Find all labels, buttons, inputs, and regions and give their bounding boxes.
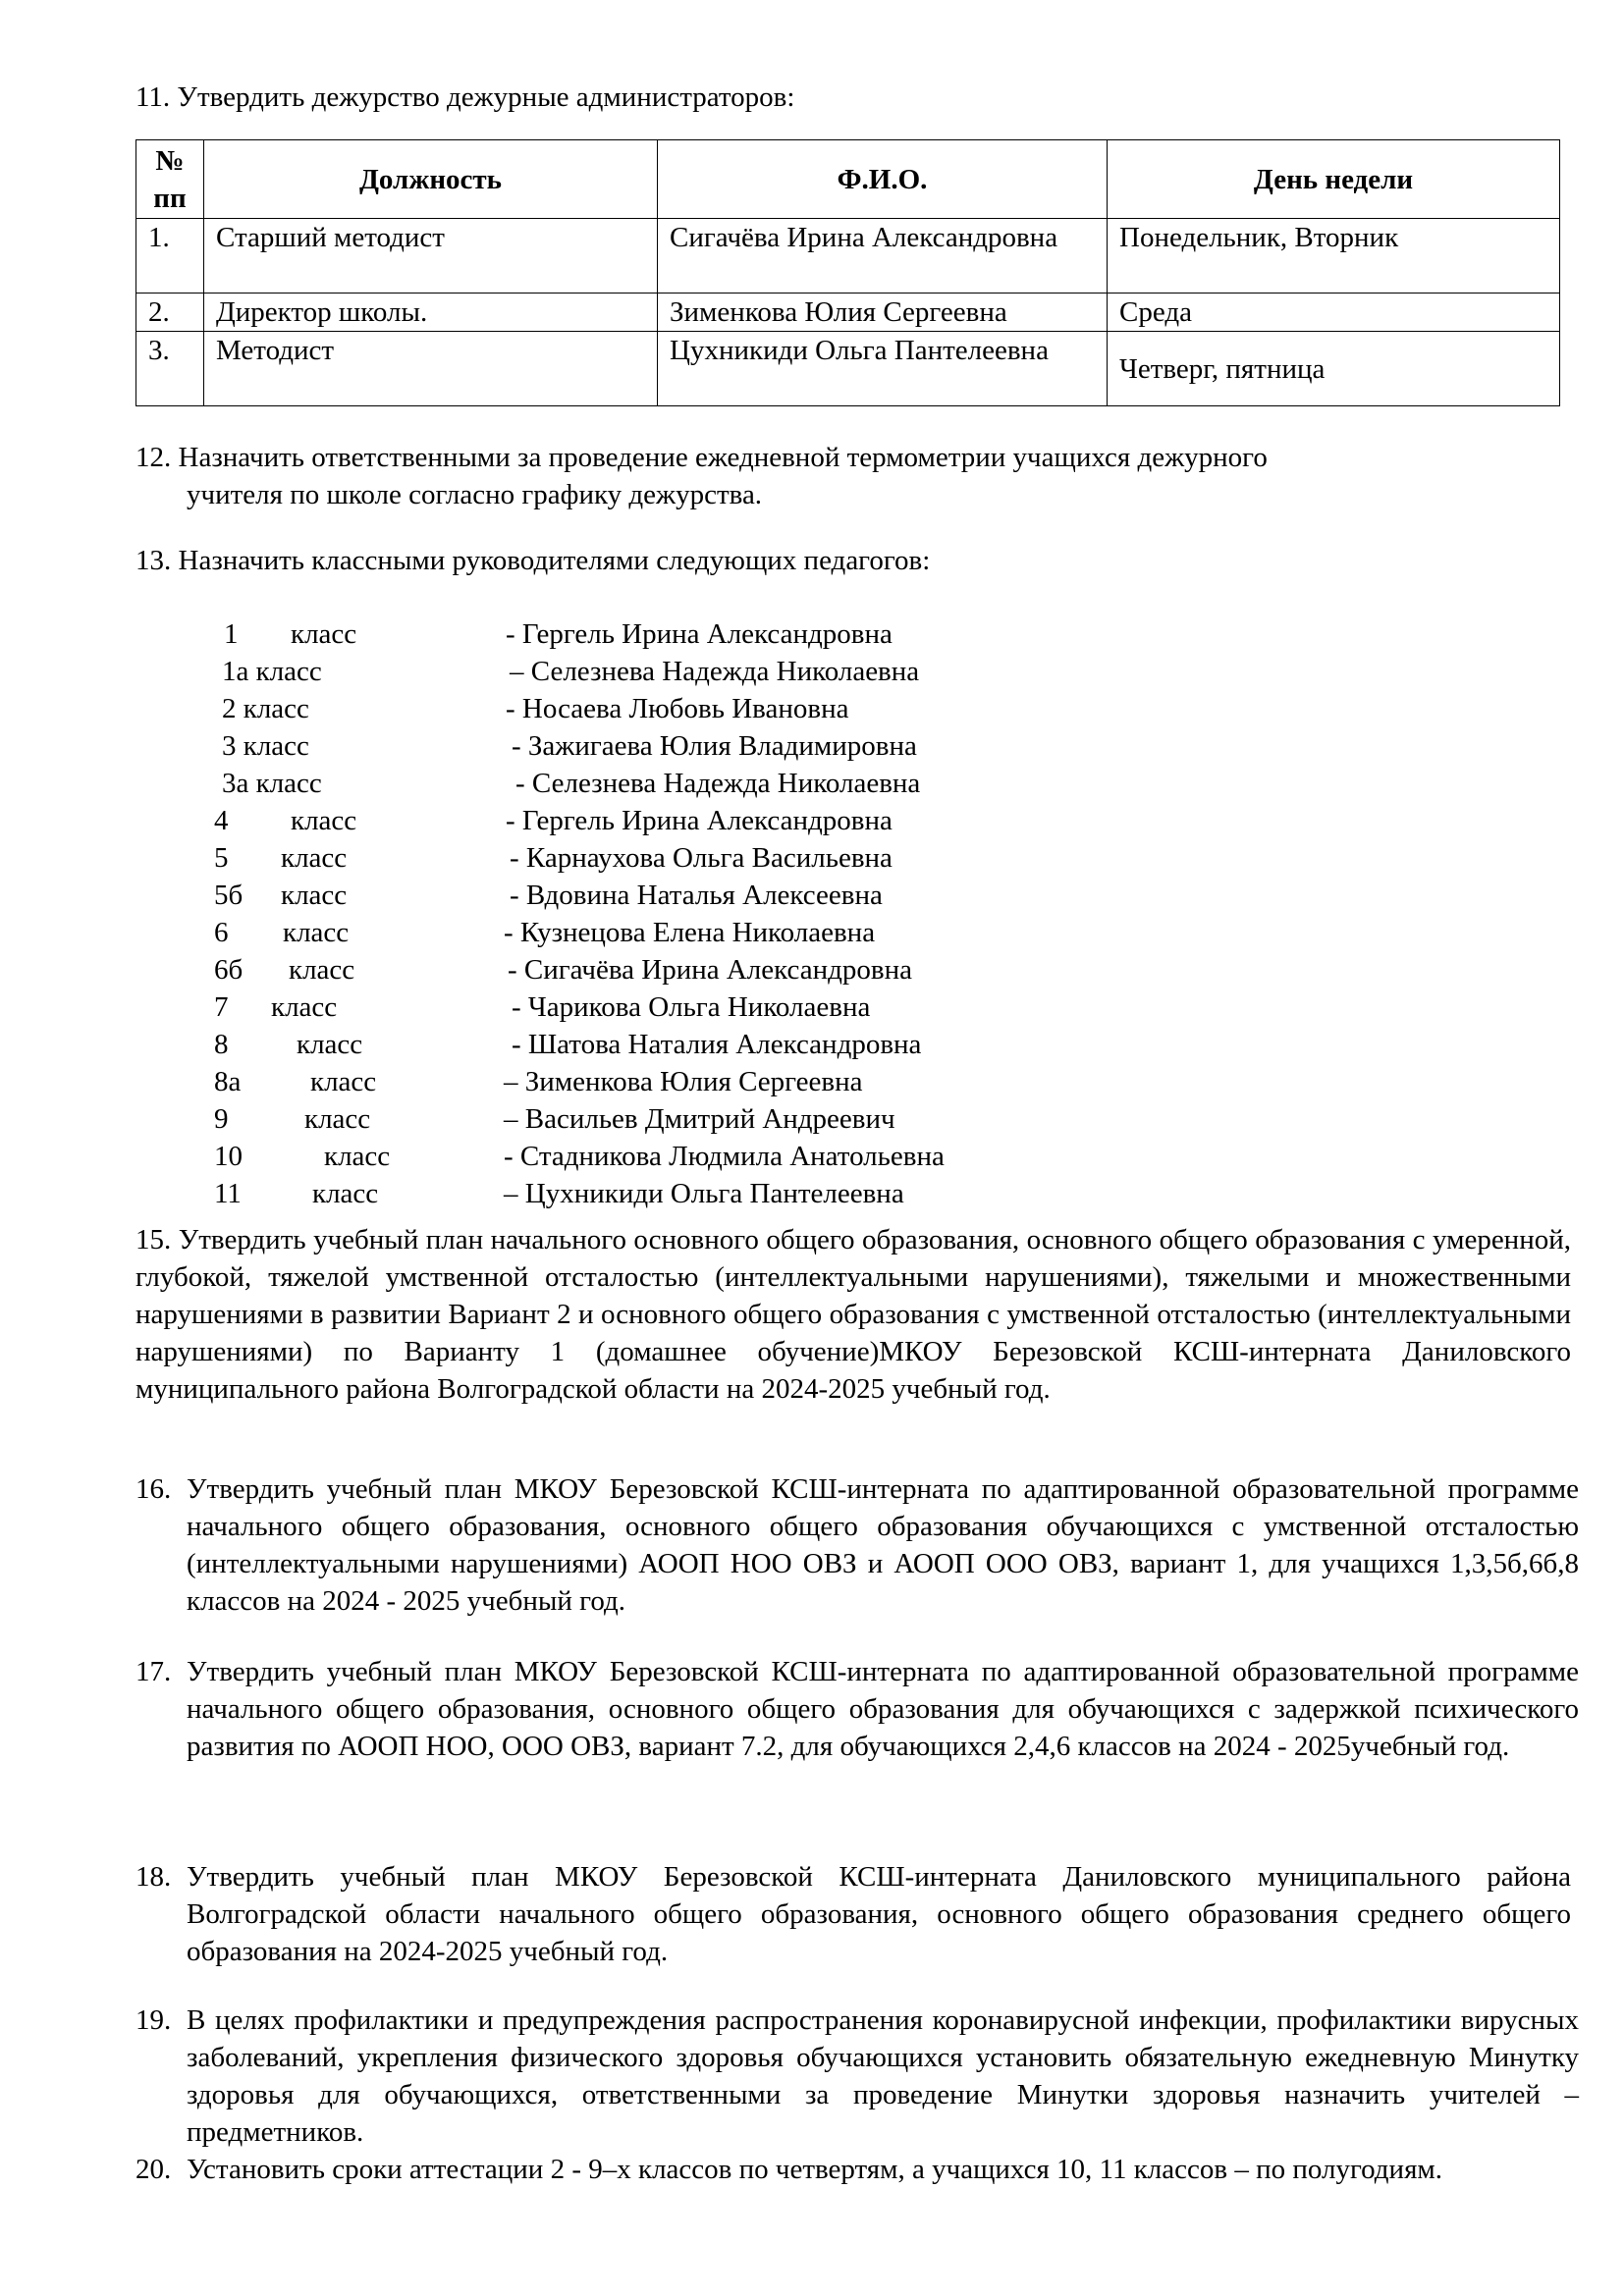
class-word: класс [291,618,357,650]
class-number: 11 [214,1178,242,1209]
class-teacher: - Селезнева Надежда Николаевна [515,768,921,799]
class-number: 8а [214,1066,242,1097]
list-item [0,1175,1178,1212]
header-num: № пп [136,140,204,219]
class-teacher: – Зименкова Юлия Сергеевна [504,1066,863,1097]
class-teacher: - Носаева Любовь Ивановна [506,693,849,724]
class-teacher: - Зажигаева Юлия Владимировна [512,730,917,762]
item-20-number: 20. [135,2154,172,2185]
class-number: 3а класс [222,768,322,799]
class-word: класс [312,1178,379,1209]
row-days: Понедельник, Вторник [1108,219,1560,294]
item-19-paragraph: В целях профилактики и предупреждения распространения коронавирусной инфекции, профилактики вирусных заболеваний, укрепления физического здоровья обучающихся установить обязательную ежедневную Минутку здоровья для обучающихся, ответственными за проведение Минутки здоровья назначить учителей – предметников. [187,2004,1579,2148]
class-number: 8 [214,1029,229,1060]
class-teacher: - Шатова Наталия Александровна [512,1029,922,1060]
list-item [0,839,1178,877]
duty-table [135,139,1560,406]
list-item [0,802,1178,839]
duty-table-header [136,140,1560,219]
list-item [0,727,1178,765]
class-number: 3 класс [222,730,309,762]
header-name: Ф.И.О. [658,140,1108,219]
class-word: класс [281,842,348,874]
class-teacher: - Гергель Ирина Александровна [506,805,893,836]
class-number: 1а класс [222,656,322,687]
row-num: 1. [136,219,204,294]
list-item [0,988,1178,1026]
item-18-number: 18. [135,1861,172,1893]
row-position: Директор школы. [204,294,658,332]
item-13-heading: 13. Назначить классными руководителями следующих педагогов: [135,545,931,576]
class-teacher-list [0,615,1178,1214]
item-16-number: 16. [135,1473,172,1505]
class-word: класс [283,917,350,948]
class-number: 6 [214,917,229,948]
row-num: 2. [136,294,204,332]
list-item [0,1138,1178,1175]
class-teacher: - Стадникова Людмила Анатольевна [504,1141,945,1172]
class-teacher: - Сигачёва Ирина Александровна [508,954,912,986]
item-11-heading: 11. Утвердить дежурство дежурные администраторов: [135,81,795,113]
list-item [0,653,1178,690]
class-word: класс [281,880,348,911]
item-12-line1: 12. Назначить ответственными за проведение ежедневной термометрии учащихся дежурного [135,442,1268,473]
header-position: Должность [204,140,658,219]
item-15-paragraph: 15. Утвердить учебный план начального основного общего образования, основного общего образования с умеренной, глубокой, тяжелой умственной отсталостью (интеллектуальными нарушениями), тяжелыми и множественными нарушениями в развитии Вариант 2 и основного общего образования с умственной отсталостью (интеллектуальными нарушениями) по Варианту 1 (домашнее обучение)МКОУ Березовской КСШ-интерната Даниловского муниципального района Волгоградской области на 2024-2025 учебный год. [135,1224,1571,1405]
list-item [0,914,1178,951]
table-row [136,332,1560,406]
class-number: 10 [214,1141,243,1172]
row-position: Старший методист [204,219,658,294]
class-teacher: - Вдовина Наталья Алексеевна [510,880,883,911]
item-17-paragraph: Утвердить учебный план МКОУ Березовской КСШ-интерната по адаптированной образовательной программе начального общего образования, основного общего образования для обучающихся с задержкой психического развития по АООП НОО, ООО ОВЗ, вариант 7.2, для обучающихся 2,4,6 классов на 2024 - 2025учебный год. [187,1656,1579,1762]
item-18-paragraph: Утвердить учебный план МКОУ Березовской КСШ-интерната Даниловского муниципального района Волгоградской области начального общего образования, основного общего образования среднего общего образования на 2024-2025 учебный год. [187,1861,1571,1967]
class-word: класс [291,805,357,836]
item-12-line2: учителя по школе согласно графику дежурства. [187,479,763,510]
class-teacher: - Карнаухова Ольга Васильевна [510,842,893,874]
item-17-number: 17. [135,1656,172,1687]
list-item [0,615,1178,653]
class-teacher: - Кузнецова Елена Николаевна [504,917,876,948]
class-word: класс [304,1103,371,1135]
class-word: класс [310,1066,377,1097]
class-number: 1 [224,618,239,650]
class-word: класс [271,991,338,1023]
class-teacher: – Васильев Дмитрий Андреевич [504,1103,895,1135]
row-name: Цухникиди Ольга Пантелеевна [658,332,1108,406]
list-item [0,690,1178,727]
row-position: Методист [204,332,658,406]
row-name: Зименкова Юлия Сергеевна [658,294,1108,332]
item-19-number: 19. [135,2004,172,2036]
class-teacher: – Селезнева Надежда Николаевна [510,656,920,687]
class-number: 2 класс [222,693,309,724]
header-days: День недели [1108,140,1560,219]
row-num: 3. [136,332,204,406]
item-16-paragraph: Утвердить учебный план МКОУ Березовской КСШ-интерната по адаптированной образовательной программе начального общего образования, основного общего образования обучающихся с умственной отсталостью (интеллектуальными нарушениями) АООП НОО ОВЗ и АООП ООО ОВЗ, вариант 1, для учащихся 1,3,5б,6б,8 классов на 2024 - 2025 учебный год. [187,1473,1579,1617]
row-days: Четверг, пятница [1108,332,1560,406]
table-row [136,219,1560,294]
class-number: 6б [214,954,244,986]
list-item [0,1100,1178,1138]
class-number: 4 [214,805,229,836]
list-item [0,877,1178,914]
class-teacher: - Чарикова Ольга Николаевна [512,991,871,1023]
row-name: Сигачёва Ирина Александровна [658,219,1108,294]
class-word: класс [289,954,355,986]
class-teacher: – Цухникиди Ольга Пантелеевна [504,1178,904,1209]
list-item [0,951,1178,988]
class-word: класс [324,1141,391,1172]
table-row [136,294,1560,332]
class-number: 5 [214,842,229,874]
class-number: 5б [214,880,244,911]
class-number: 7 [214,991,229,1023]
class-word: класс [297,1029,363,1060]
row-days: Среда [1108,294,1560,332]
item-20-paragraph: Установить сроки аттестации 2 - 9–х классов по четвертям, а учащихся 10, 11 классов – по полугодиям. [187,2154,1443,2185]
class-teacher: - Гергель Ирина Александровна [506,618,893,650]
list-item [0,1063,1178,1100]
list-item [0,1026,1178,1063]
list-item [0,765,1178,802]
class-number: 9 [214,1103,229,1135]
